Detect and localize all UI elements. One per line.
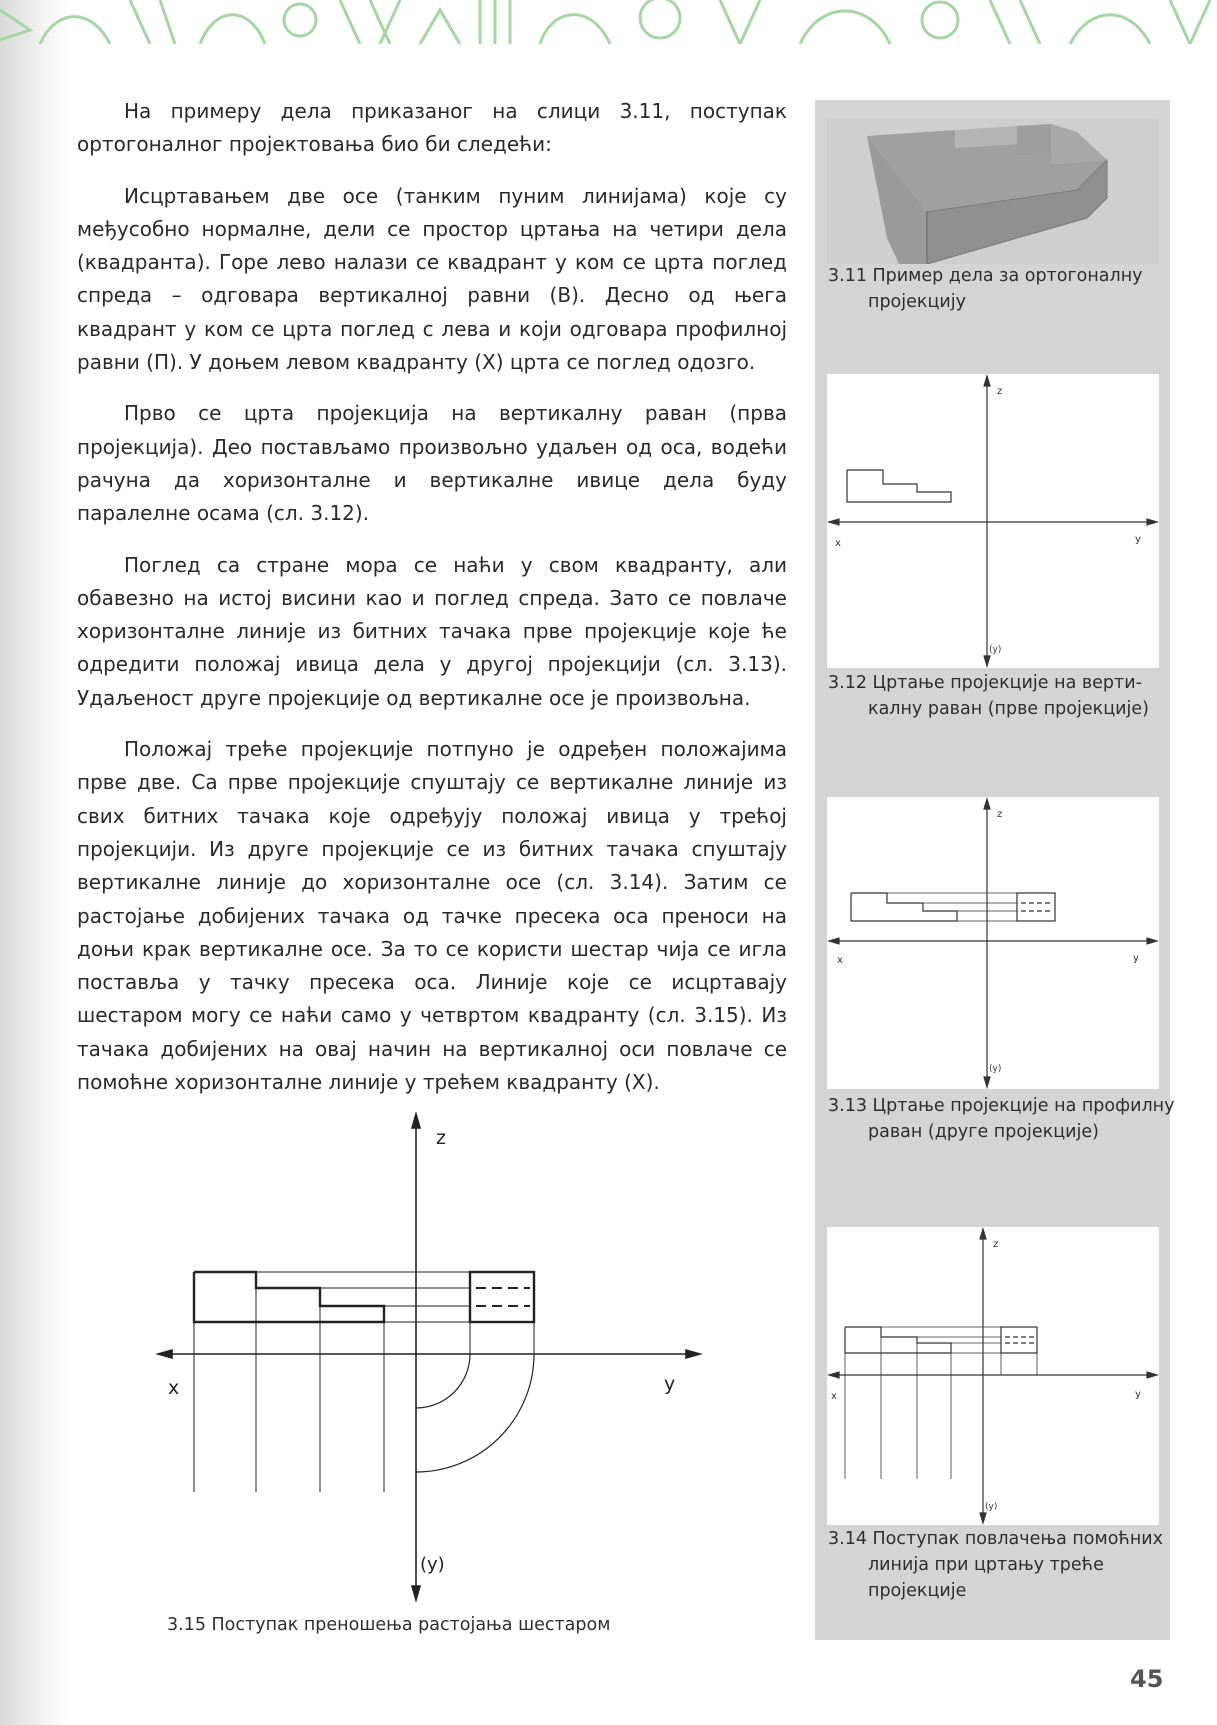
figure-3-11-image — [827, 118, 1159, 264]
axis-label-y: y — [1135, 1389, 1141, 1400]
axis-label-z: z — [997, 809, 1003, 820]
caption-3-11-line2: пројекцију — [868, 292, 966, 312]
figure-3-13-diagram — [827, 797, 1159, 1089]
caption-3-11 — [828, 263, 1143, 315]
page-number: 45 — [1130, 1665, 1164, 1693]
figure-3-12-diagram — [827, 374, 1159, 668]
axis-label-x: x — [835, 538, 841, 549]
caption-3-15: 3.15 Поступак преношења растојања шестаром — [167, 1615, 611, 1635]
caption-3-14-line1: 3.14 Поступак повлачења помоћних — [828, 1529, 1163, 1549]
caption-3-11-line1: 3.11 Пример дела за ортогоналну — [828, 266, 1143, 286]
paragraph-1: На примеру дела приказаног на слици 3.11, поступак ортогоналног пројектовања био би следећи: — [77, 99, 787, 157]
caption-3-12-line1: 3.12 Цртање пројекције на верти- — [828, 673, 1142, 693]
axis-label-x: x — [837, 955, 843, 966]
paragraph-5: Положај треће пројекције потпуно је одређен положајима прве две. Са прве пројекције спуштају се вертикалне линије из свих битних тачака које одређују положај ивица у трећој пројекцији. Из друге пројекције се из битних тачака спуштају вертикалне линије до хоризонталне осе (сл. 3.14). Затим се растојање добијених тачака од тачке пресека оса преноси на доњи крак вертикалне осе. За то се користи шестар чија се игла поставља у тачку пресека оса. Линије које се исцртавају шестаром могу се наћи само у четвртом квадранту (сл. 3.15). Из тачака добијених на овај начин на вертикалној оси повлаче се помоћне хоризонталне линије у трећем квадранту (Х). — [77, 737, 787, 1095]
axis-label-y: y — [664, 1373, 676, 1395]
caption-3-13 — [828, 1093, 1174, 1145]
caption-3-14-line3: пројекције — [868, 1581, 967, 1601]
caption-3-14-line2: линија при цртању треће — [868, 1555, 1104, 1575]
figure-3-15-diagram — [150, 1112, 710, 1606]
axis-label-neg-y: (y) — [985, 1502, 998, 1512]
paragraph-3: Прво се црта пројекција на вертикалну раван (прва пројекција). Део постављамо произвољно удаљен од оса, водећи рачуна да хоризонталне и вертикалне ивице дела буду паралелне осама (сл. 3.12). — [77, 401, 787, 526]
paragraph-2: Исцртавањем две осе (танким пуним линијама) које су међусобно нормалне, дели се простор цртања на четири дела (квадранта). Горе лево налази се квадрант у ком се црта поглед спреда – одговара вертикалној равни (В). Десно од њега квадрант у ком се црта поглед с лева и који одговара профилној равни (П). У доњем левом квадранту (Х) црта се поглед одозго. — [77, 183, 787, 375]
body-text — [77, 95, 787, 1117]
caption-3-12-line2: калну раван (прве пројекције) — [868, 699, 1149, 719]
caption-3-14 — [828, 1526, 1163, 1604]
caption-3-13-line2: раван (друге пројекције) — [868, 1122, 1099, 1142]
page-edge-shadow — [0, 0, 70, 1725]
axis-label-z: z — [436, 1127, 446, 1149]
axis-label-neg-y: (y) — [989, 1064, 1002, 1074]
axis-label-y: y — [1133, 953, 1139, 964]
axis-label-z: z — [997, 386, 1003, 397]
paragraph-4: Поглед са стране мора се наћи у свом квадранту, али обавезно на истој висини као и поглед спреда. Зато се повлаче хоризонталне линије из битних тачака прве пројекције које ће одредити положај ивица дела у другој пројекцији (сл. 3.13). Удаљеност друге пројекције од вертикалне осе је произвољна. — [77, 552, 787, 710]
axis-label-z: z — [993, 1239, 999, 1250]
axis-label-neg-y: (y) — [989, 645, 1002, 655]
caption-3-13-line1: 3.13 Цртање пројекције на профилну — [828, 1096, 1175, 1116]
axis-label-x: x — [168, 1377, 180, 1399]
caption-3-12 — [828, 670, 1149, 722]
axis-label-neg-y: (y) — [420, 1554, 445, 1575]
axis-label-y: y — [1135, 534, 1141, 545]
figure-3-14-diagram — [827, 1227, 1159, 1525]
decorative-banner — [0, 0, 1217, 44]
axis-label-x: x — [831, 1391, 837, 1402]
